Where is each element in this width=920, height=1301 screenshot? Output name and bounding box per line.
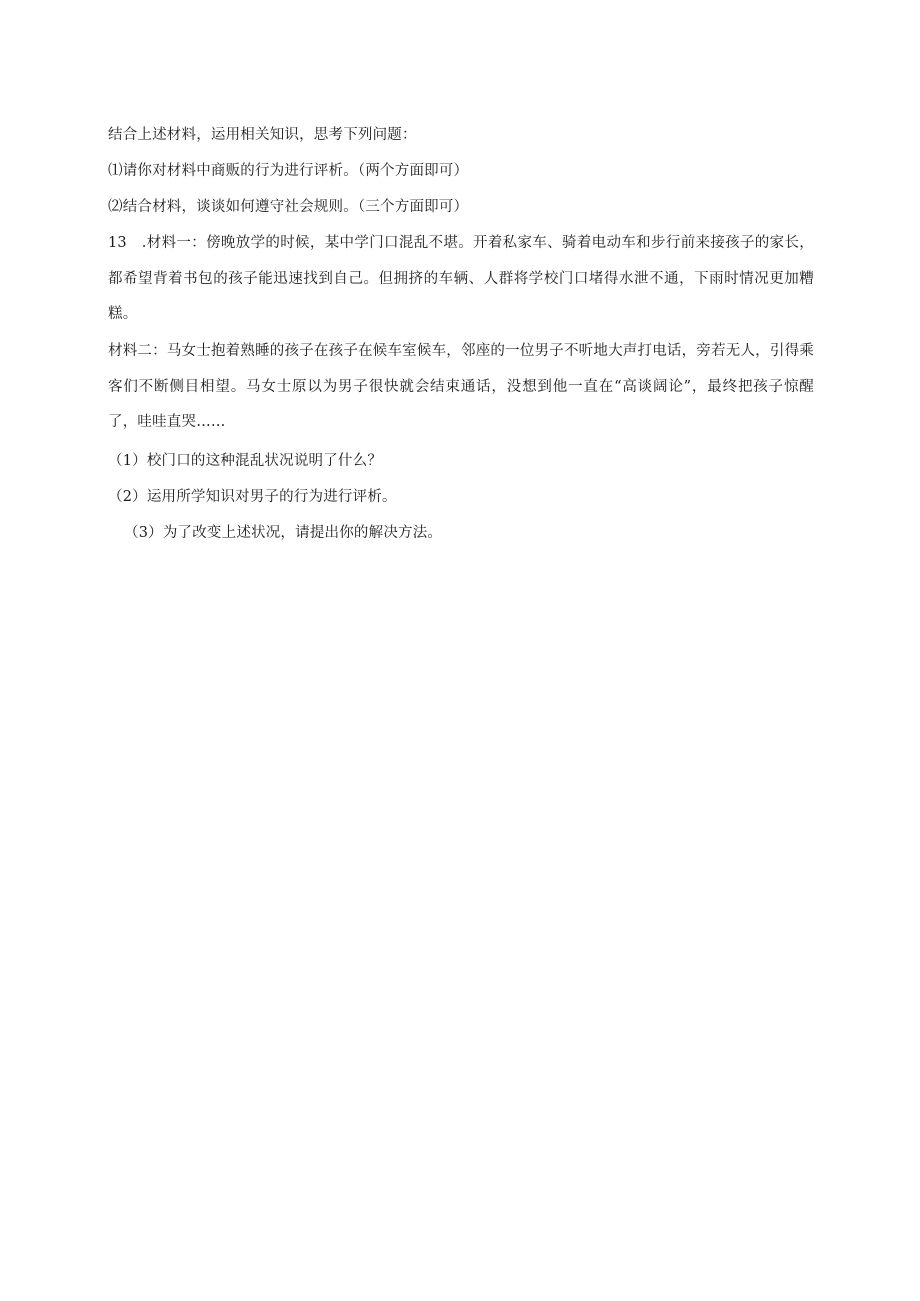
question-13-material-2: 材料二：马女士抱着熟睡的孩子在孩子在候车室候车，邻座的一位男子不听地大声打电话，旁若无人，引得乘客们不断侧目相望。马女士原以为男子很快就会结束通话，没想到他一直在“高谈阔论”，最终把孩子惊醒了，哇哇直哭……	[108, 343, 814, 430]
intro-text: 结合上述材料，运用相关知识，思考下列问题：	[108, 127, 417, 143]
question-12-1: ⑴请你对材料中商贩的行为进行评析。（两个方面即可）	[108, 163, 469, 179]
question-13-material-1: 13 .材料一：傍晚放学的时候，某中学门口混乱不堪。开着私家车、骑着电动车和步行前来接孩子的家长，都希望背着书包的孩子能迅速找到自己。但拥挤的车辆、人群将学校门口堵得水泄不通，下雨时情况更加糟糕。	[108, 235, 814, 322]
question-13-2: （2）运用所学知识对男子的行为进行评析。	[108, 489, 397, 505]
question-13-1: （1）校门口的这种混乱状况说明了什么？	[108, 453, 383, 469]
question-13-3: （3）为了改变上述状况，请提出你的解决方法。	[124, 525, 443, 541]
question-12-2: ⑵结合材料，谈谈如何遵守社会规则。（三个方面即可）	[108, 199, 469, 215]
